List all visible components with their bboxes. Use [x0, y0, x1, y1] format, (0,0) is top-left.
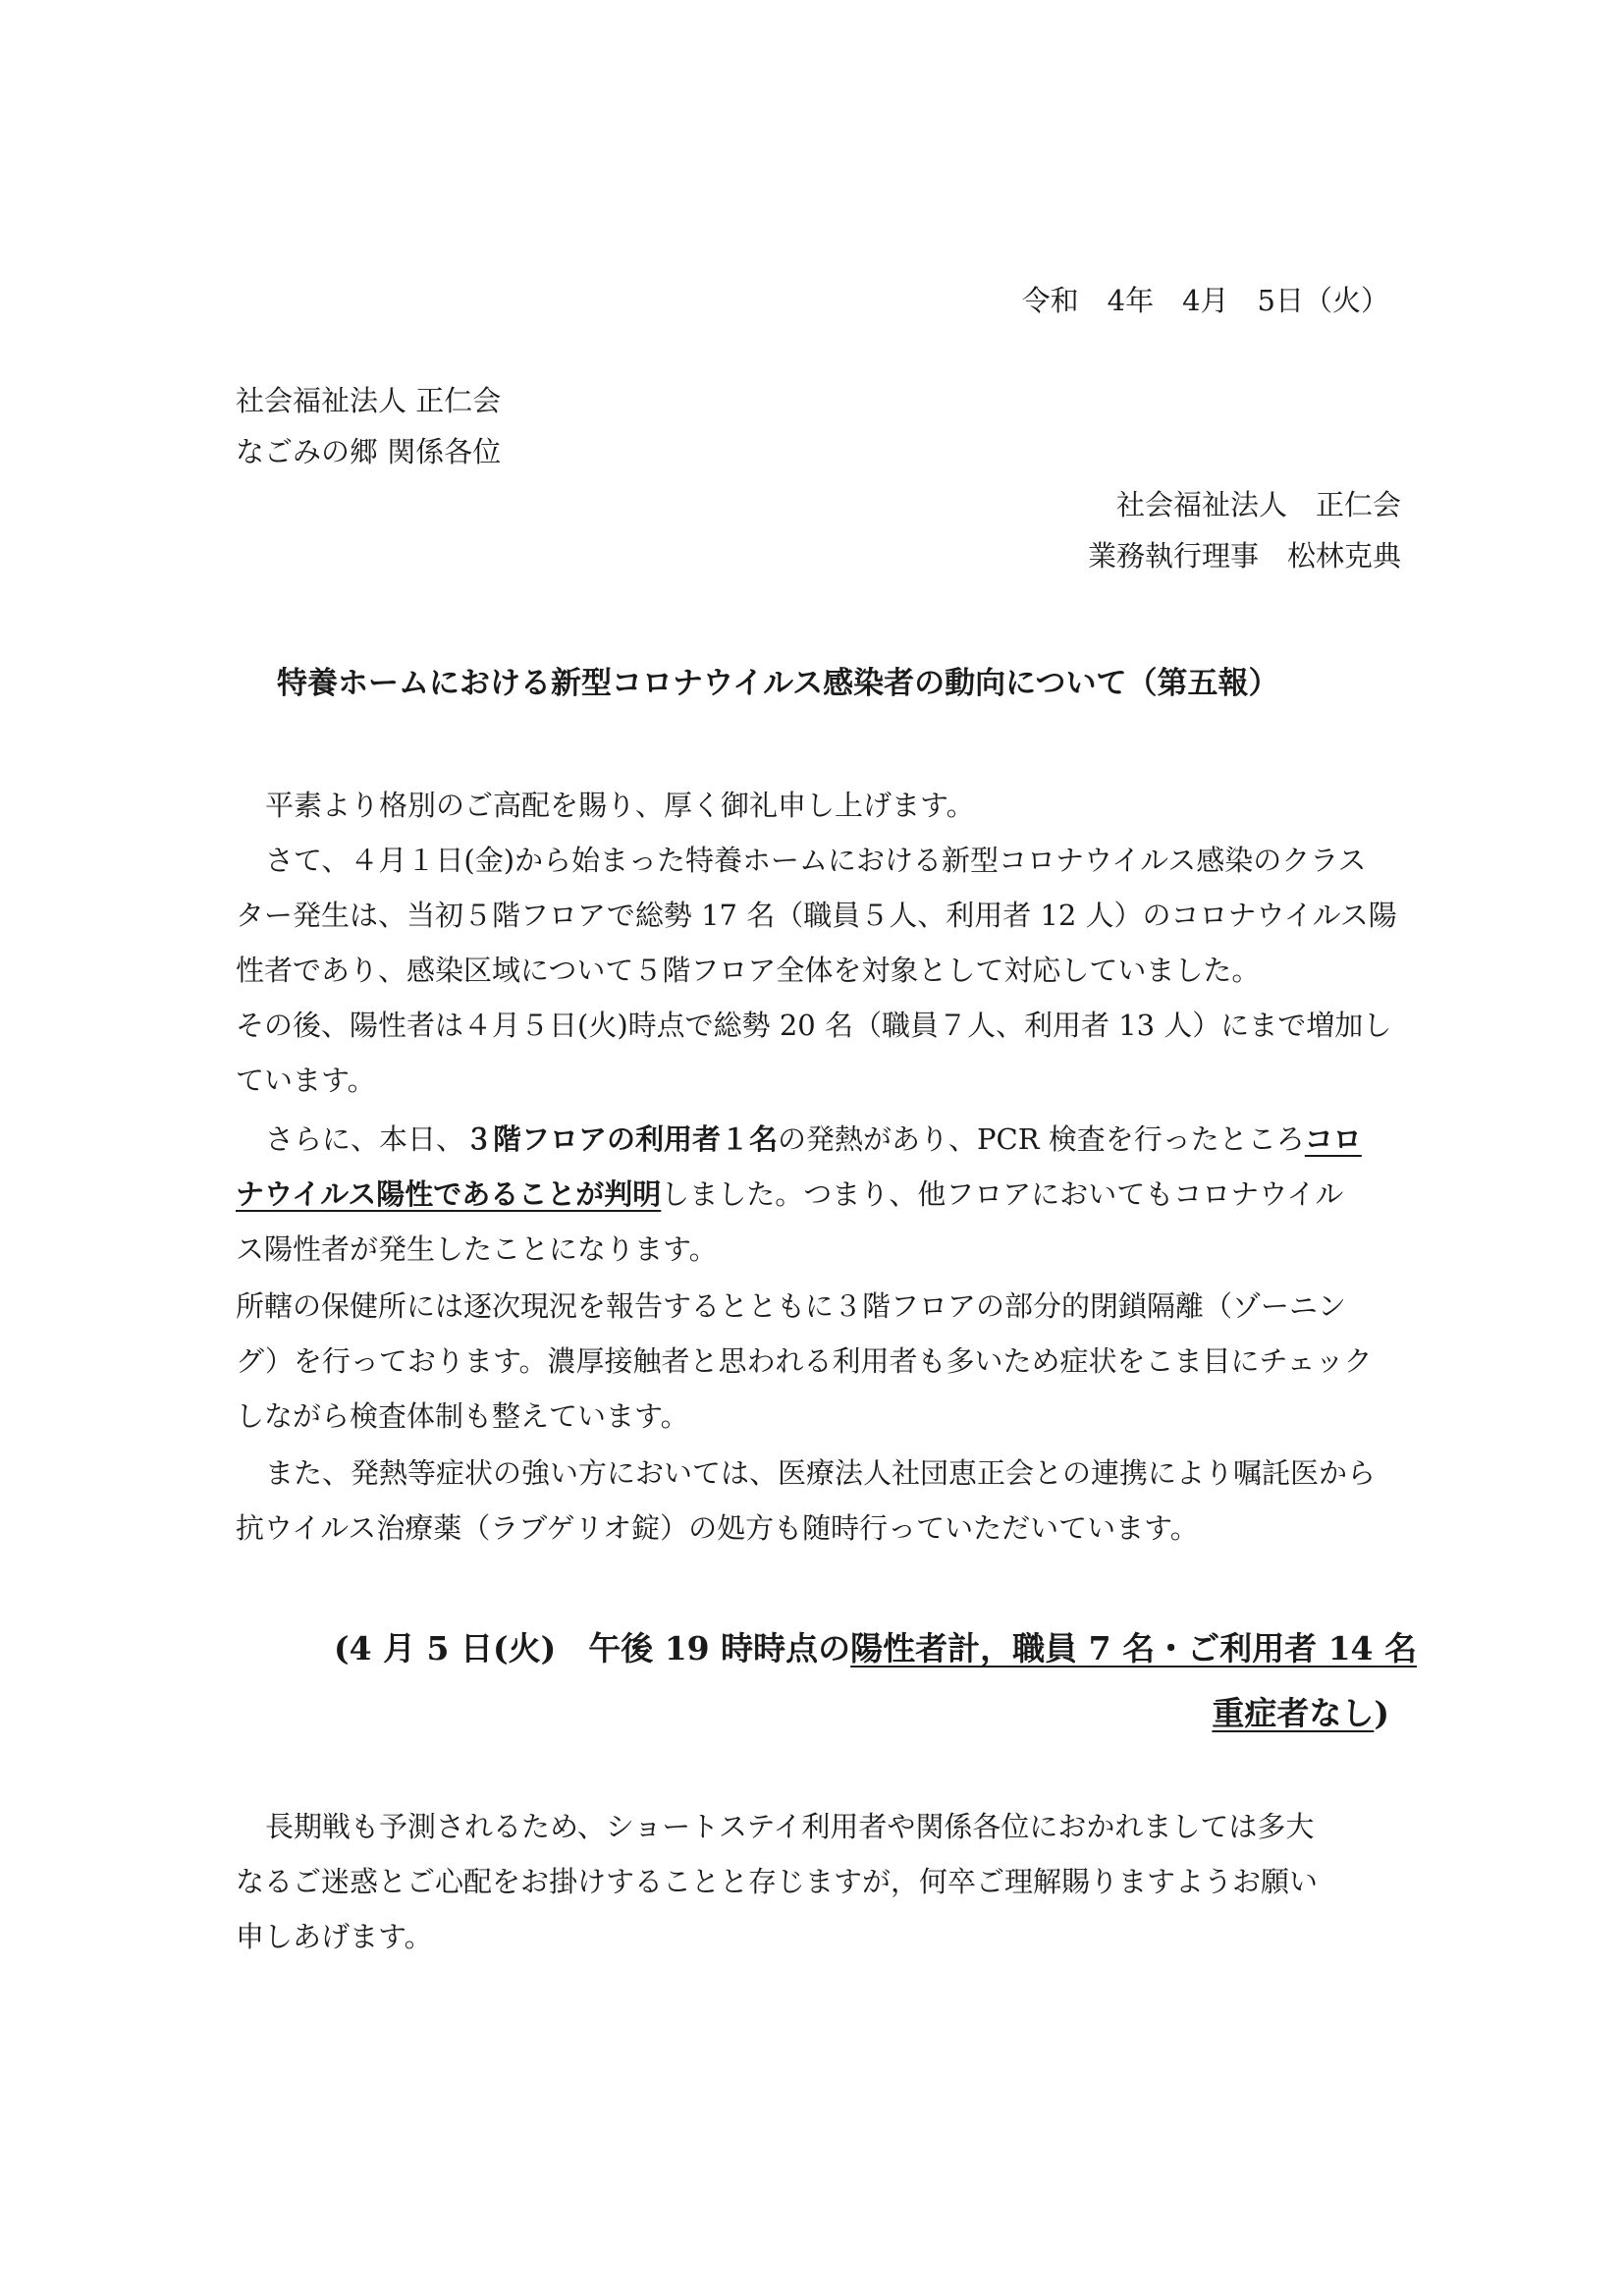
sender-name: 業務執行理事 松林克典 — [1087, 539, 1401, 573]
body-paragraph-3-line-1: その後、陽性者は４月５日(火)時点で総勢 20 名（職員７人、利用者 13 人）にまで増加し — [236, 1009, 1392, 1042]
summary-line-1 — [334, 1626, 1417, 1671]
body-paragraph-greeting: 平素より格別のご高配を賜り、厚く御礼申し上げます。 — [265, 789, 975, 822]
p4-underlined-positive-start: コロ — [1304, 1122, 1362, 1156]
body-paragraph-3-line-2: ています。 — [236, 1064, 376, 1097]
sender-organization: 社会福祉法人 正仁会 — [1115, 488, 1401, 521]
document-date: 令和 4年 4月 5日（火） — [1021, 284, 1389, 317]
p4-underlined-positive-end: ナウイルス陽性であることが判明 — [236, 1177, 662, 1211]
p4-text-a: さらに、本日、 — [265, 1122, 465, 1156]
body-paragraph-4-line-3: ス陽性者が発生したことになります。 — [236, 1232, 718, 1266]
summary-close-paren: ) — [1374, 1694, 1389, 1732]
document-title: 特養ホームにおける新型コロナウイルス感染者の動向について（第五報） — [277, 666, 1279, 701]
body-paragraph-2-line-3: 性者であり、感染区域について５階フロア全体を対象として対応していました。 — [236, 954, 1261, 987]
body-paragraph-5-line-1: 所轄の保健所には逐次現況を報告するとともに３階フロアの部分的閉鎖隔離（ゾーニン — [236, 1289, 1347, 1323]
summary-no-severe: 重症者なし — [1212, 1694, 1375, 1732]
p4-bold-floor-resident: ３階フロアの利用者１名 — [464, 1122, 779, 1156]
body-paragraph-2-line-1: さて、４月１日(金)から始まった特養ホームにおける新型コロナウイルス感染のクラス — [265, 844, 1367, 877]
closing-line-2: なるご迷惑とご心配をお掛けすることと存じますが，何卒ご理解賜りますようお願い — [236, 1865, 1319, 1898]
summary-line-2 — [1212, 1691, 1389, 1736]
body-paragraph-5-line-3: しながら検査体制も整えています。 — [236, 1399, 689, 1433]
body-paragraph-5-line-2: グ）を行っております。濃厚接触者と思われる利用者も多いため症状をこま目にチェック — [236, 1344, 1373, 1378]
body-paragraph-4-line-2 — [236, 1175, 1343, 1214]
recipient-facility: なごみの郷 関係各位 — [236, 435, 502, 468]
recipient-organization: 社会福祉法人 正仁会 — [236, 384, 502, 417]
body-paragraph-6-line-2: 抗ウイルス治療薬（ラブゲリオ錠）の処方も随時行っていただいています。 — [236, 1511, 1199, 1545]
closing-line-3: 申しあげます。 — [236, 1920, 433, 1953]
summary-time-label: (4 月 5 日(火) 午後 19 時時点の — [334, 1629, 851, 1667]
summary-positive-count: 陽性者計，職員 7 名・ご利用者 14 名 — [850, 1629, 1417, 1667]
body-paragraph-6-line-1: また、発熱等症状の強い方においては、医療法人社団恵正会との連携により嘱託医から — [265, 1456, 1377, 1490]
body-paragraph-2-line-2: ター発生は、当初５階フロアで総勢 17 名（職員５人、利用者 12 人）のコロナウイルス陽 — [236, 899, 1397, 932]
p4-text-e: しました。つまり、他フロアにおいてもコロナウイル — [661, 1177, 1344, 1211]
p4-text-c: の発熱があり、PCR 検査を行ったところ — [778, 1122, 1305, 1156]
body-paragraph-4-line-1 — [265, 1120, 1362, 1159]
closing-line-1: 長期戦も予測されるため、ショートステイ利用者や関係各位におかれましては多大 — [265, 1810, 1315, 1843]
